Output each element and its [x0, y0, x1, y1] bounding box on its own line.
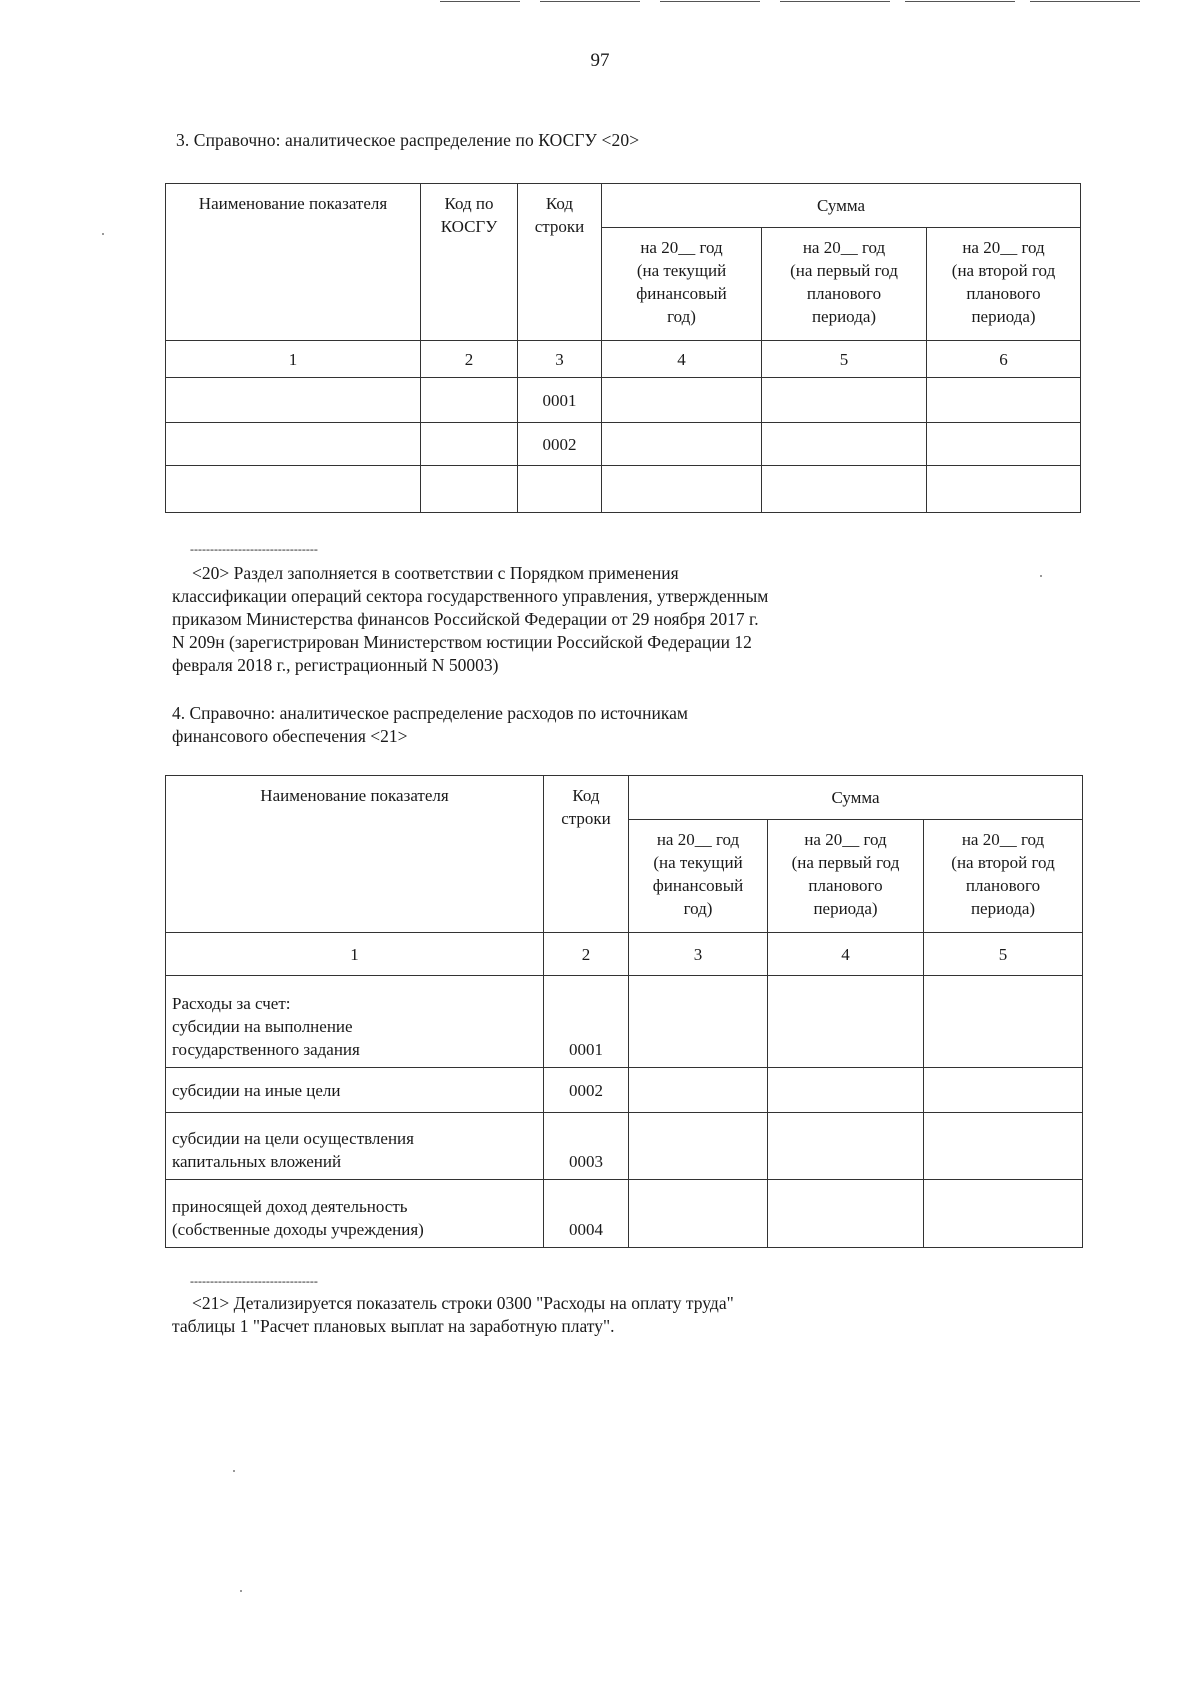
header-year-first: на 20__ год (на первый год планового периода)	[768, 820, 924, 933]
footnote-separator: --------------------------------	[190, 542, 318, 556]
header-year-second: на 20__ год (на второй год планового периода)	[924, 820, 1083, 933]
header-year-current: на 20__ год (на текущий финансовый год)	[629, 820, 768, 933]
row-amount-cell	[924, 976, 1083, 1068]
footnote-line: N 209н (зарегистрирован Министерством юстиции Российской Федерации 12	[172, 632, 752, 652]
row-kosgu-cell	[421, 378, 518, 423]
row-name-cell: Расходы за счет: субсидии на выполнение государственного задания	[166, 976, 544, 1068]
row-amount-cell	[602, 423, 762, 466]
header-name: Наименование показателя	[166, 184, 421, 341]
col-number: 3	[518, 341, 602, 378]
header-sum: Сумма	[602, 184, 1081, 228]
row-amount-cell	[629, 1113, 768, 1180]
header-year-current: на 20__ год (на текущий финансовый год)	[602, 228, 762, 341]
top-edge-line	[780, 1, 890, 2]
col-number: 5	[924, 933, 1083, 976]
row-kosgu-cell	[421, 423, 518, 466]
header-kosgu: Код по КОСГУ	[421, 184, 518, 341]
section4-heading-line: финансового обеспечения <21>	[172, 726, 408, 746]
kosgu-table	[165, 183, 1081, 513]
row-code-cell: 0002	[518, 423, 602, 466]
col-number: 6	[927, 341, 1081, 378]
row-name-cell	[166, 378, 421, 423]
row-code-cell: 0004	[544, 1180, 629, 1248]
table-row	[166, 1113, 1083, 1180]
col-number: 1	[166, 933, 544, 976]
section4-heading-line: 4. Справочно: аналитическое распределение расходов по источникам	[172, 703, 688, 723]
row-name-cell: субсидии на цели осуществления капитальных вложений	[166, 1113, 544, 1180]
footnote-line: приказом Министерства финансов Российской Федерации от 29 ноября 2017 г.	[172, 609, 759, 629]
header-code: Код строки	[544, 776, 629, 933]
footnote-line: февраля 2018 г., регистрационный N 50003)	[172, 655, 499, 675]
top-edge-line	[540, 1, 640, 2]
scan-speck	[102, 233, 104, 235]
row-amount-cell	[768, 1113, 924, 1180]
table-row	[166, 1180, 1083, 1248]
row-amount-cell	[924, 1068, 1083, 1113]
scan-speck	[233, 1470, 235, 1472]
footnote-line: <21> Детализируется показатель строки 0300 "Расходы на оплату труда"	[192, 1293, 734, 1313]
col-number: 4	[768, 933, 924, 976]
row-code-cell: 0001	[518, 378, 602, 423]
header-year-second: на 20__ год (на второй год планового периода)	[927, 228, 1081, 341]
row-amount-cell	[762, 466, 927, 513]
table-row	[166, 423, 1081, 466]
row-amount-cell	[924, 1113, 1083, 1180]
row-name-cell: субсидии на иные цели	[166, 1068, 544, 1113]
row-name-cell: приносящей доход деятельность (собственные доходы учреждения)	[166, 1180, 544, 1248]
row-amount-cell	[602, 378, 762, 423]
col-number: 2	[421, 341, 518, 378]
footnote-20	[172, 562, 876, 677]
footnote-line: таблицы 1 "Расчет плановых выплат на заработную плату".	[172, 1316, 615, 1336]
row-name-cell	[166, 466, 421, 513]
col-number: 3	[629, 933, 768, 976]
section4-heading	[172, 702, 826, 748]
header-code: Код строки	[518, 184, 602, 341]
page-number: 97	[590, 50, 610, 71]
row-amount-cell	[768, 1180, 924, 1248]
col-number: 5	[762, 341, 927, 378]
footnote-line: классификации операций сектора государственного управления, утвержденным	[172, 586, 769, 606]
footnote-21	[172, 1292, 862, 1338]
row-amount-cell	[629, 1068, 768, 1113]
table-row	[166, 1068, 1083, 1113]
row-name-cell	[166, 423, 421, 466]
header-sum: Сумма	[629, 776, 1083, 820]
table-row	[166, 378, 1081, 423]
col-number: 2	[544, 933, 629, 976]
footnote-separator: --------------------------------	[190, 1274, 318, 1288]
row-amount-cell	[927, 378, 1081, 423]
row-kosgu-cell	[421, 466, 518, 513]
header-year-first: на 20__ год (на первый год планового периода)	[762, 228, 927, 341]
header-name: Наименование показателя	[166, 776, 544, 933]
row-code-cell: 0002	[544, 1068, 629, 1113]
row-amount-cell	[629, 976, 768, 1068]
table-row	[166, 976, 1083, 1068]
row-amount-cell	[768, 1068, 924, 1113]
row-amount-cell	[762, 378, 927, 423]
scan-speck	[240, 1590, 242, 1592]
section3-heading: 3. Справочно: аналитическое распределение по КОСГУ <20>	[176, 130, 640, 150]
top-edge-line	[905, 1, 1015, 2]
top-edge-line	[440, 1, 520, 2]
col-number: 1	[166, 341, 421, 378]
row-amount-cell	[602, 466, 762, 513]
scan-speck	[1040, 575, 1042, 577]
top-edge-line	[1030, 1, 1140, 2]
top-edge-line	[660, 1, 760, 2]
row-amount-cell	[629, 1180, 768, 1248]
row-amount-cell	[768, 976, 924, 1068]
row-amount-cell	[927, 423, 1081, 466]
row-amount-cell	[762, 423, 927, 466]
row-code-cell: 0003	[544, 1113, 629, 1180]
row-code-cell	[518, 466, 602, 513]
table-row	[166, 466, 1081, 513]
col-number: 4	[602, 341, 762, 378]
row-amount-cell	[927, 466, 1081, 513]
footnote-line: <20> Раздел заполняется в соответствии с Порядком применения	[192, 563, 679, 583]
row-amount-cell	[924, 1180, 1083, 1248]
row-code-cell: 0001	[544, 976, 629, 1068]
funding-sources-table	[165, 775, 1083, 1248]
